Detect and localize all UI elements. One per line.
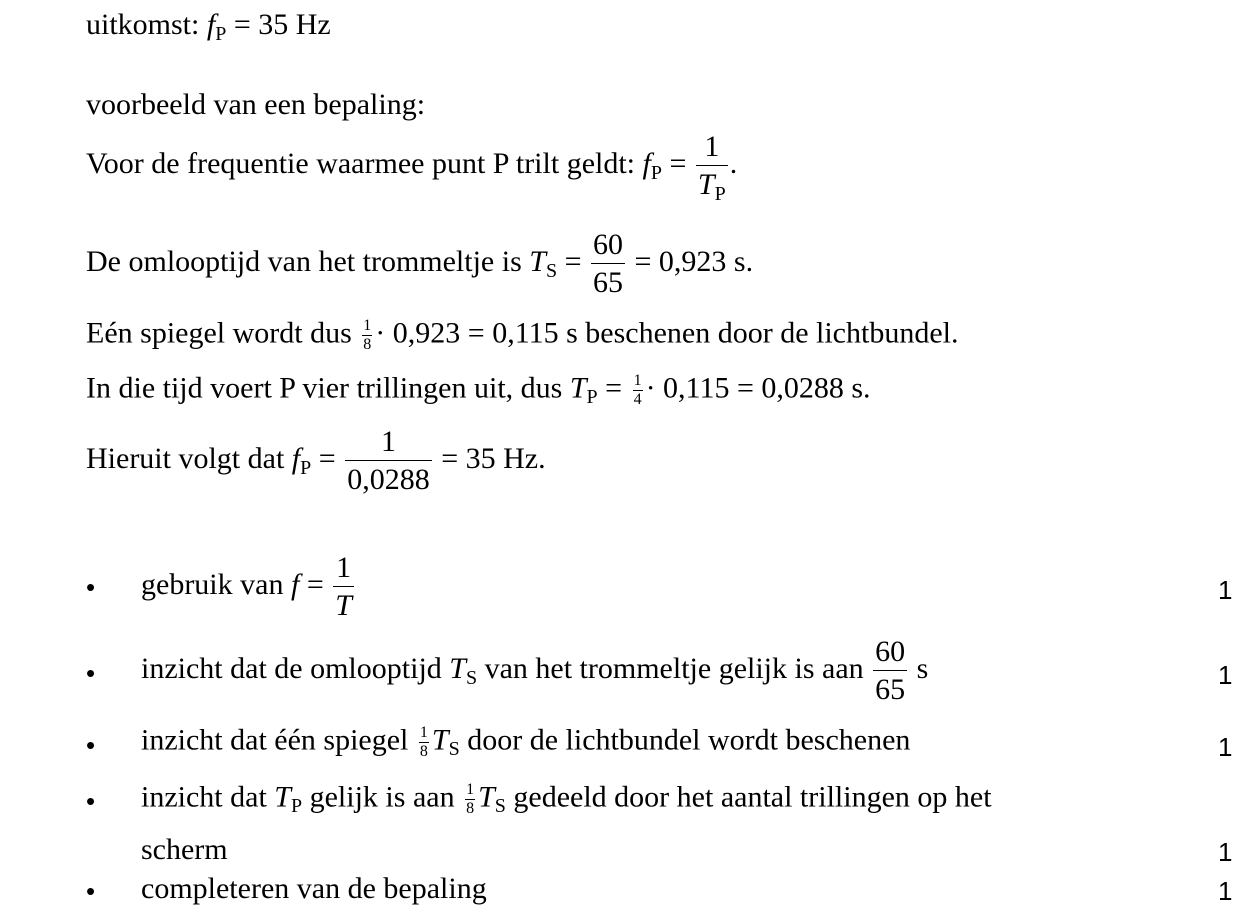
vibration-period-equals: = [597, 371, 623, 405]
criterion-4-numerator: 1 [466, 781, 475, 798]
vibration-period-subscript: P [586, 386, 598, 409]
criterion-3-subscript: S [448, 738, 460, 761]
criterion-4-continuation: scherm [141, 833, 228, 866]
criterion-2-subscript: S [465, 666, 478, 689]
criterion-4-subscript-2: S [494, 795, 506, 818]
mirror-time-denominator: 8 [363, 336, 372, 353]
vibration-period-symbol: T [569, 371, 587, 405]
criterion-4-denominator: 8 [466, 800, 475, 817]
result-numerator: 1 [345, 427, 432, 461]
outcome-label: uitkomst: [86, 8, 200, 41]
outcome-subscript: P [215, 23, 227, 45]
frequency-symbol: f [642, 146, 651, 180]
frequency-line [86, 130, 738, 205]
period-subscript: P [714, 183, 726, 205]
criterion-4-mid: gelijk is aan [309, 780, 455, 814]
frequency-text: Voor de frequentie waarmee punt P trilt geldt: [86, 146, 636, 180]
criterion-2-unit: s [916, 651, 929, 685]
example-heading: voorbeeld van een bepaling: [86, 88, 426, 121]
criterion-4-subscript: P [290, 795, 303, 818]
rotation-period-result: = 0,923 s. [627, 244, 754, 278]
result-value: = 35 Hz. [433, 441, 546, 475]
vibration-period-numerator: 1 [633, 372, 642, 389]
period-symbol: T [697, 168, 715, 201]
criterion-3-numerator: 1 [419, 724, 428, 741]
vibration-period-result: · 0,115 = 0,0288 s. [645, 371, 871, 405]
outcome-line [86, 8, 331, 45]
criterion-4-fraction [465, 782, 475, 817]
criterion-1-equals: = [299, 567, 324, 601]
outcome-symbol: f [206, 8, 216, 41]
rotation-period-subscript: S [545, 259, 558, 282]
frequency-fraction-denominator [696, 166, 728, 205]
result-fraction [345, 427, 432, 495]
criterion-4-text: inzicht dat [141, 780, 267, 814]
bullet: • [86, 786, 96, 816]
criterion-4-rest: gedeeld door het aantal trillingen op het [513, 780, 992, 814]
criterion-4-symbol: T [274, 780, 291, 814]
criterion-1-symbol: f [290, 567, 300, 601]
bullet: • [86, 572, 96, 602]
criterion-3-points: 1 [1218, 732, 1233, 762]
result-text: Hieruit volgt dat [86, 441, 285, 475]
mirror-time-calculation: · 0,923 = 0,115 s [375, 316, 578, 350]
criterion-5: completeren van de bepaling [141, 872, 487, 905]
criterion-3-denominator: 8 [419, 743, 428, 760]
criterion-2-text: inzicht dat de omlooptijd [141, 651, 442, 685]
result-subscript: P [300, 456, 312, 479]
mirror-time-line [86, 318, 958, 353]
rotation-period-numerator: 60 [591, 230, 625, 264]
frequency-fraction-numerator: 1 [696, 132, 728, 166]
vibration-period-fraction [633, 373, 643, 408]
criterion-2-numerator: 60 [873, 637, 907, 671]
mirror-time-numerator: 1 [363, 317, 372, 334]
rotation-period-denominator: 65 [593, 266, 623, 299]
frequency-end: . [729, 146, 738, 180]
criterion-1 [141, 553, 356, 621]
criterion-3 [141, 725, 910, 760]
criterion-4 [141, 782, 992, 817]
result-denominator: 0,0288 [347, 463, 430, 496]
vibration-period-line [86, 373, 871, 408]
frequency-subscript: P [650, 161, 662, 184]
frequency-equals: = [661, 146, 687, 180]
criterion-1-text: gebruik van [141, 567, 284, 601]
vibration-period-text: In die tijd voert P vier trillingen uit, dus [86, 371, 563, 405]
criterion-1-denominator: T [335, 589, 352, 622]
criterion-2-mid: van het trommeltje gelijk is aan [484, 651, 864, 685]
criterion-2-points: 1 [1218, 660, 1233, 690]
criterion-4-points: 1 [1218, 837, 1233, 867]
bullet: • [86, 876, 96, 906]
result-line [86, 427, 546, 495]
mirror-time-text: Eén spiegel wordt dus [86, 316, 352, 350]
criterion-1-numerator: 1 [333, 553, 354, 587]
criterion-4-symbol-2: T [478, 780, 495, 814]
bullet: • [86, 658, 96, 688]
criterion-3-text: inzicht dat één spiegel [141, 723, 409, 757]
rotation-period-equals: = [557, 244, 582, 278]
result-symbol: f [291, 441, 301, 475]
rotation-period-fraction [591, 230, 625, 298]
criterion-2-symbol: T [449, 651, 466, 685]
outcome-value: = 35 Hz [226, 8, 331, 41]
mirror-time-fraction [362, 318, 372, 353]
rotation-period-line [86, 230, 753, 298]
criterion-2 [141, 637, 928, 705]
result-equals: = [311, 441, 336, 475]
criterion-5-points: 1 [1218, 876, 1233, 906]
bullet: • [86, 730, 96, 760]
vibration-period-denominator: 4 [633, 391, 642, 408]
criterion-3-fraction [419, 725, 429, 760]
criterion-3-rest: door de lichtbundel wordt beschenen [467, 723, 911, 757]
criterion-3-symbol: T [431, 723, 449, 757]
criterion-2-denominator: 65 [875, 673, 906, 706]
criterion-1-fraction [333, 553, 354, 621]
rotation-period-symbol: T [529, 244, 546, 278]
frequency-fraction [696, 130, 728, 205]
criterion-1-points: 1 [1218, 575, 1233, 605]
rotation-period-text: De omlooptijd van het trommeltje is [86, 244, 522, 278]
criterion-2-fraction [873, 637, 907, 705]
mirror-time-rest: beschenen door de lichtbundel. [585, 316, 959, 350]
